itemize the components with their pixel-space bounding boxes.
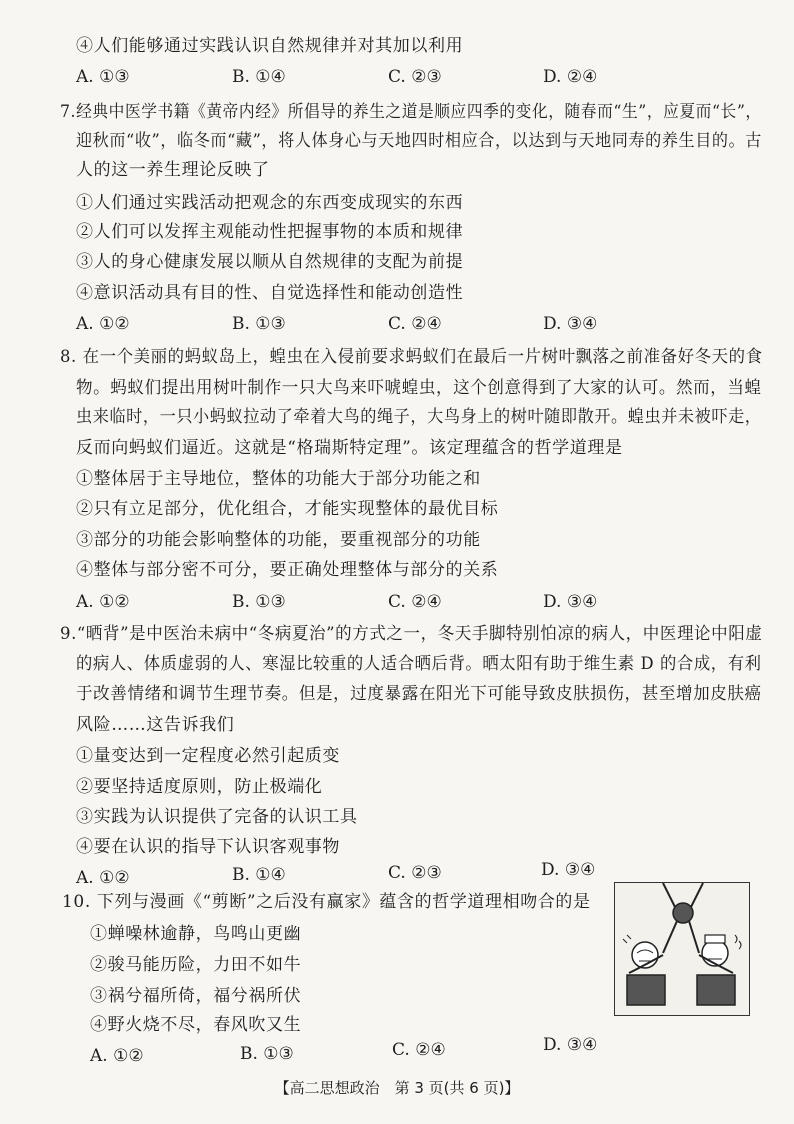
q10-item-3: ③祸兮福所倚，福兮祸所伏: [90, 986, 302, 1006]
q8-option-a: A. ①②: [76, 592, 130, 612]
q6-option-d: D. ②④: [543, 67, 598, 87]
q8-item-4: ④整体与部分密不可分，要正确处理整体与部分的关系: [76, 560, 499, 580]
q8-option-c: C. ②④: [388, 592, 442, 612]
q9-option-b: B. ①④: [232, 865, 286, 885]
q10-option-c: C. ②④: [392, 1040, 446, 1060]
q8-stem-line-3: 虫来临时，一只小蚂蚁拉动了牵着大鸟的绳子，大鸟身上的树叶随即散开。蝗虫并未被吓走，: [76, 407, 762, 427]
q8-option-d: D. ③④: [543, 592, 598, 612]
q7-item-1: ①人们通过实践活动把观念的东西变成现实的东西: [76, 193, 464, 213]
q7-stem-line-2: 迎秋而“收”，临冬而“藏”，将人体身心与天地四时相应合，以达到与天地同寿的养生目的。古: [76, 131, 762, 151]
q6-option-a: A. ①③: [76, 67, 130, 87]
q10-item-1: ①蝉噪林逾静，鸟鸣山更幽: [90, 924, 302, 944]
q10-item-2: ②骏马能历险，力田不如牛: [90, 955, 302, 975]
cartoon-drawing: [615, 883, 749, 1015]
q9-item-4: ④要在认识的指导下认识客观事物: [76, 837, 340, 857]
q7-item-2: ②人们可以发挥主观能动性把握事物的本质和规律: [76, 222, 464, 242]
q7-option-c: C. ②④: [388, 314, 442, 334]
q6-option-c: C. ②③: [388, 67, 442, 87]
q9-stem-line-4: 风险……这告诉我们: [76, 715, 235, 735]
q9-stem-line-3: 于改善情绪和调节生理节奏。但是，过度暴露在阳光下可能导致皮肤损伤，甚至增加皮肤癌: [76, 684, 762, 704]
q7-item-3: ③人的身心健康发展以顺从自然规律的支配为前提: [76, 252, 464, 272]
q10-option-b: B. ①③: [240, 1044, 294, 1064]
q9-option-a: A. ①②: [76, 868, 130, 888]
q7-item-4: ④意识活动具有目的性、自觉选择性和能动创造性: [76, 283, 464, 303]
cartoon-illustration: [614, 882, 750, 1016]
q9-item-3: ③实践为认识提供了完备的认识工具: [76, 807, 358, 827]
q6-item-4: ④人们能够通过实践认识自然规律并对其加以利用: [76, 36, 464, 56]
q8-stem-line-1: 8. 在一个美丽的蚂蚁岛上，蝗虫在入侵前要求蚂蚁们在最后一片树叶飘落之前准备好冬天的食: [60, 347, 763, 367]
q7-stem-line-1: 7.经典中医学书籍《黄帝内经》所倡导的养生之道是顺应四季的变化，随春而“生”，应夏而“长”，: [60, 102, 762, 122]
q8-item-3: ③部分的功能会影响整体的功能，要重视部分的功能: [76, 530, 481, 550]
q9-option-c: C. ②③: [388, 863, 442, 883]
q9-item-1: ①量变达到一定程度必然引起质变: [76, 746, 340, 766]
q9-option-d: D. ③④: [541, 860, 596, 880]
q8-stem-line-4: 反而向蚂蚁们逼近。这就是“格瑞斯特定理”。该定理蕴含的哲学道理是: [76, 438, 623, 458]
q7-option-d: D. ③④: [543, 314, 598, 334]
q7-option-b: B. ①③: [232, 314, 286, 334]
q10-option-d: D. ③④: [543, 1035, 598, 1055]
q10-stem: 10. 下列与漫画《“剪断”之后没有赢家》蕴含的哲学道理相吻合的是: [62, 892, 591, 912]
q8-option-b: B. ①③: [232, 592, 286, 612]
q9-stem-line-1: 9.“晒背”是中医治未病中“冬病夏治”的方式之一，冬天手脚特别怕凉的病人，中医理论中阳虚: [60, 624, 763, 644]
q8-stem-line-2: 物。蚂蚁们提出用树叶制作一只大鸟来吓唬蝗虫，这个创意得到了大家的认可。然而，当蝗: [76, 378, 762, 398]
q10-option-a: A. ①②: [90, 1046, 144, 1066]
page-footer: 【高二思想政治 第 3 页(共 6 页)】: [274, 1079, 520, 1097]
q7-stem-line-3: 人的这一养生理论反映了: [76, 160, 270, 180]
q7-option-a: A. ①②: [76, 314, 130, 334]
q9-stem-line-2: 的病人、体质虚弱的人、寒湿比较重的人适合晒后背。晒太阳有助于维生素 D 的合成，有利: [76, 654, 762, 674]
q6-option-b: B. ①④: [232, 67, 286, 87]
q8-item-2: ②只有立足部分，优化组合，才能实现整体的最优目标: [76, 499, 499, 519]
q8-item-1: ①整体居于主导地位，整体的功能大于部分功能之和: [76, 469, 481, 489]
q9-item-2: ②要坚持适度原则，防止极端化: [76, 777, 323, 797]
q10-item-4: ④野火烧不尽，春风吹又生: [90, 1015, 302, 1035]
